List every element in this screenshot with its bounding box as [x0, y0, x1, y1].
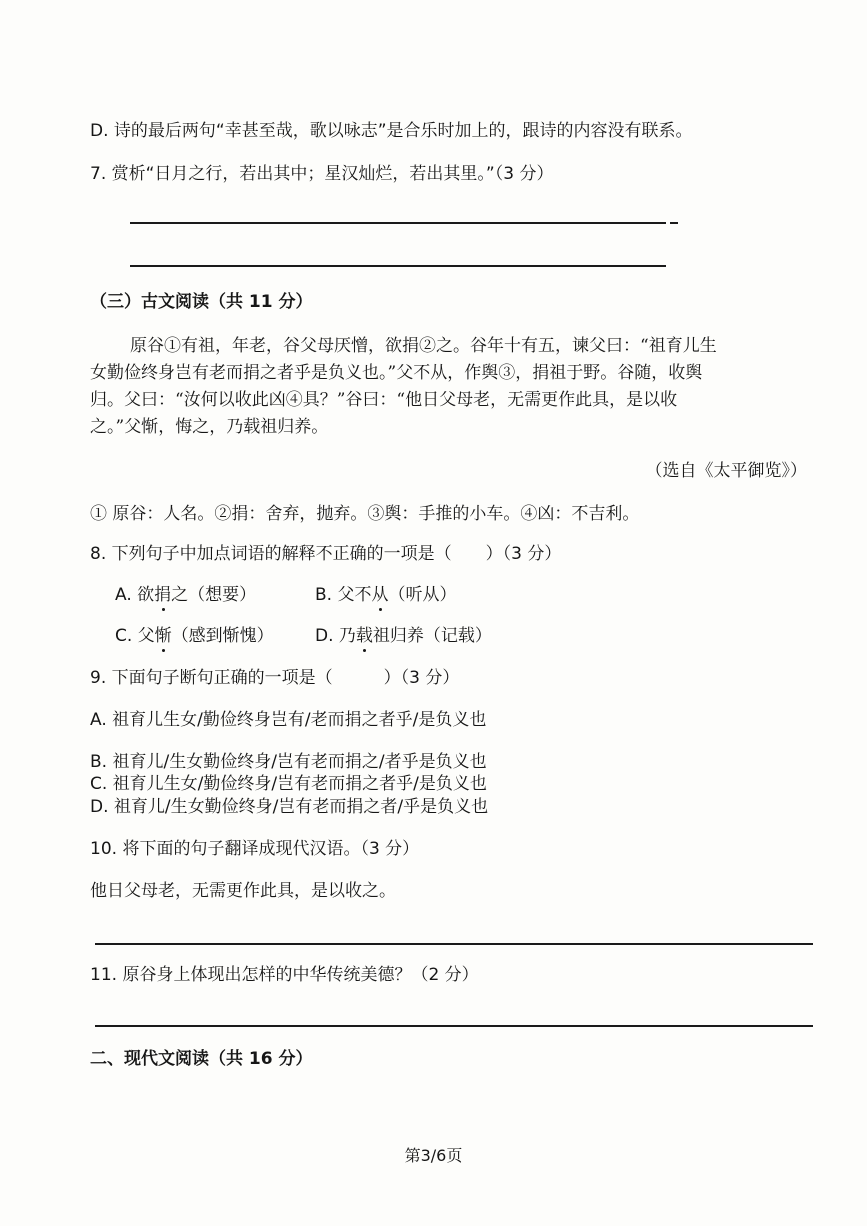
option-text: C. 父: [115, 626, 155, 646]
q8-option-a: [115, 584, 256, 606]
passage-notes: ① 原谷：人名。②捐：舍弃，抛弃。③舆：手推的小车。④凶：不吉利。: [90, 504, 640, 524]
option-text: （听从）: [388, 585, 457, 605]
dotted-word: 捐: [154, 585, 172, 605]
q7-stem: 7. 赏析“日月之行，若出其中；星汉灿烂，若出其里。”（3 分）: [90, 164, 554, 184]
option-text: B. 父不: [315, 585, 372, 605]
dotted-word: 从: [371, 585, 389, 605]
option-text: （感到惭愧）: [171, 626, 274, 646]
passage-line: 女勤俭终身岂有老而捐之者乎是负义也。”父不从，作舆③，捐祖于野。谷随，收舆: [90, 363, 703, 383]
answer-line: [130, 265, 666, 267]
passage-line: 归。父曰：“汝何以收此凶④具？”谷曰：“他日父母老，无需更作此具，是以收: [90, 390, 678, 410]
option-text: A. 欲: [115, 585, 155, 605]
dotted-word: 惭: [154, 626, 172, 646]
option-text: 祖归养（记载）: [372, 626, 492, 646]
q8-stem: 8. 下列句子中加点词语的解释不正确的一项是（ ）（3 分）: [90, 544, 562, 564]
q10-sentence: 他日父母老，无需更作此具，是以收之。: [90, 881, 396, 901]
answer-line: [95, 943, 813, 945]
q11-stem: 11. 原谷身上体现出怎样的中华传统美德？（2 分）: [90, 965, 479, 985]
q10-stem: 10. 将下面的句子翻译成现代汉语。（3 分）: [90, 839, 420, 859]
q8-option-b: [315, 584, 456, 606]
q8-option-d: [315, 625, 492, 647]
option-text: 之（想要）: [171, 585, 257, 605]
answer-line: [95, 1025, 813, 1027]
page-number: 第3/6页: [404, 1146, 463, 1165]
dotted-word: 载: [355, 626, 373, 646]
q9-option-a: A. 祖育儿生女/勤俭终身岂有/老而捐之者乎/是负义也: [90, 710, 487, 730]
passage-line: 之。”父惭，悔之，乃载祖归养。: [90, 417, 329, 437]
q6-option-d: D. 诗的最后两句“幸甚至哉，歌以咏志”是合乐时加上的，跟诗的内容没有联系。: [90, 121, 693, 141]
section-title-modern: 二、现代文阅读（共 16 分）: [90, 1049, 313, 1069]
q9-option-c: C. 祖育儿生女/勤俭终身/岂有老而捐之者乎/是负义也: [90, 774, 487, 794]
q8-option-c: [115, 625, 274, 647]
answer-line-tick: [670, 222, 678, 224]
option-text: D. 乃: [315, 626, 356, 646]
q9-option-d: D. 祖育儿/生女勤俭终身/岂有老而捐之者/乎是负义也: [90, 797, 489, 817]
section-title-classical: （三）古文阅读（共 11 分）: [90, 292, 313, 312]
q9-stem: 9. 下面句子断句正确的一项是（ ）（3 分）: [90, 668, 460, 688]
answer-line: [130, 222, 666, 224]
passage-source: （选自《太平御览》）: [645, 461, 807, 481]
passage-line: 原谷①有祖，年老，谷父母厌憎，欲捐②之。谷年十有五，谏父曰：“祖育儿生: [130, 336, 717, 356]
q9-option-b: B. 祖育儿/生女勤俭终身/岂有老而捐之/者乎是负义也: [90, 752, 487, 772]
